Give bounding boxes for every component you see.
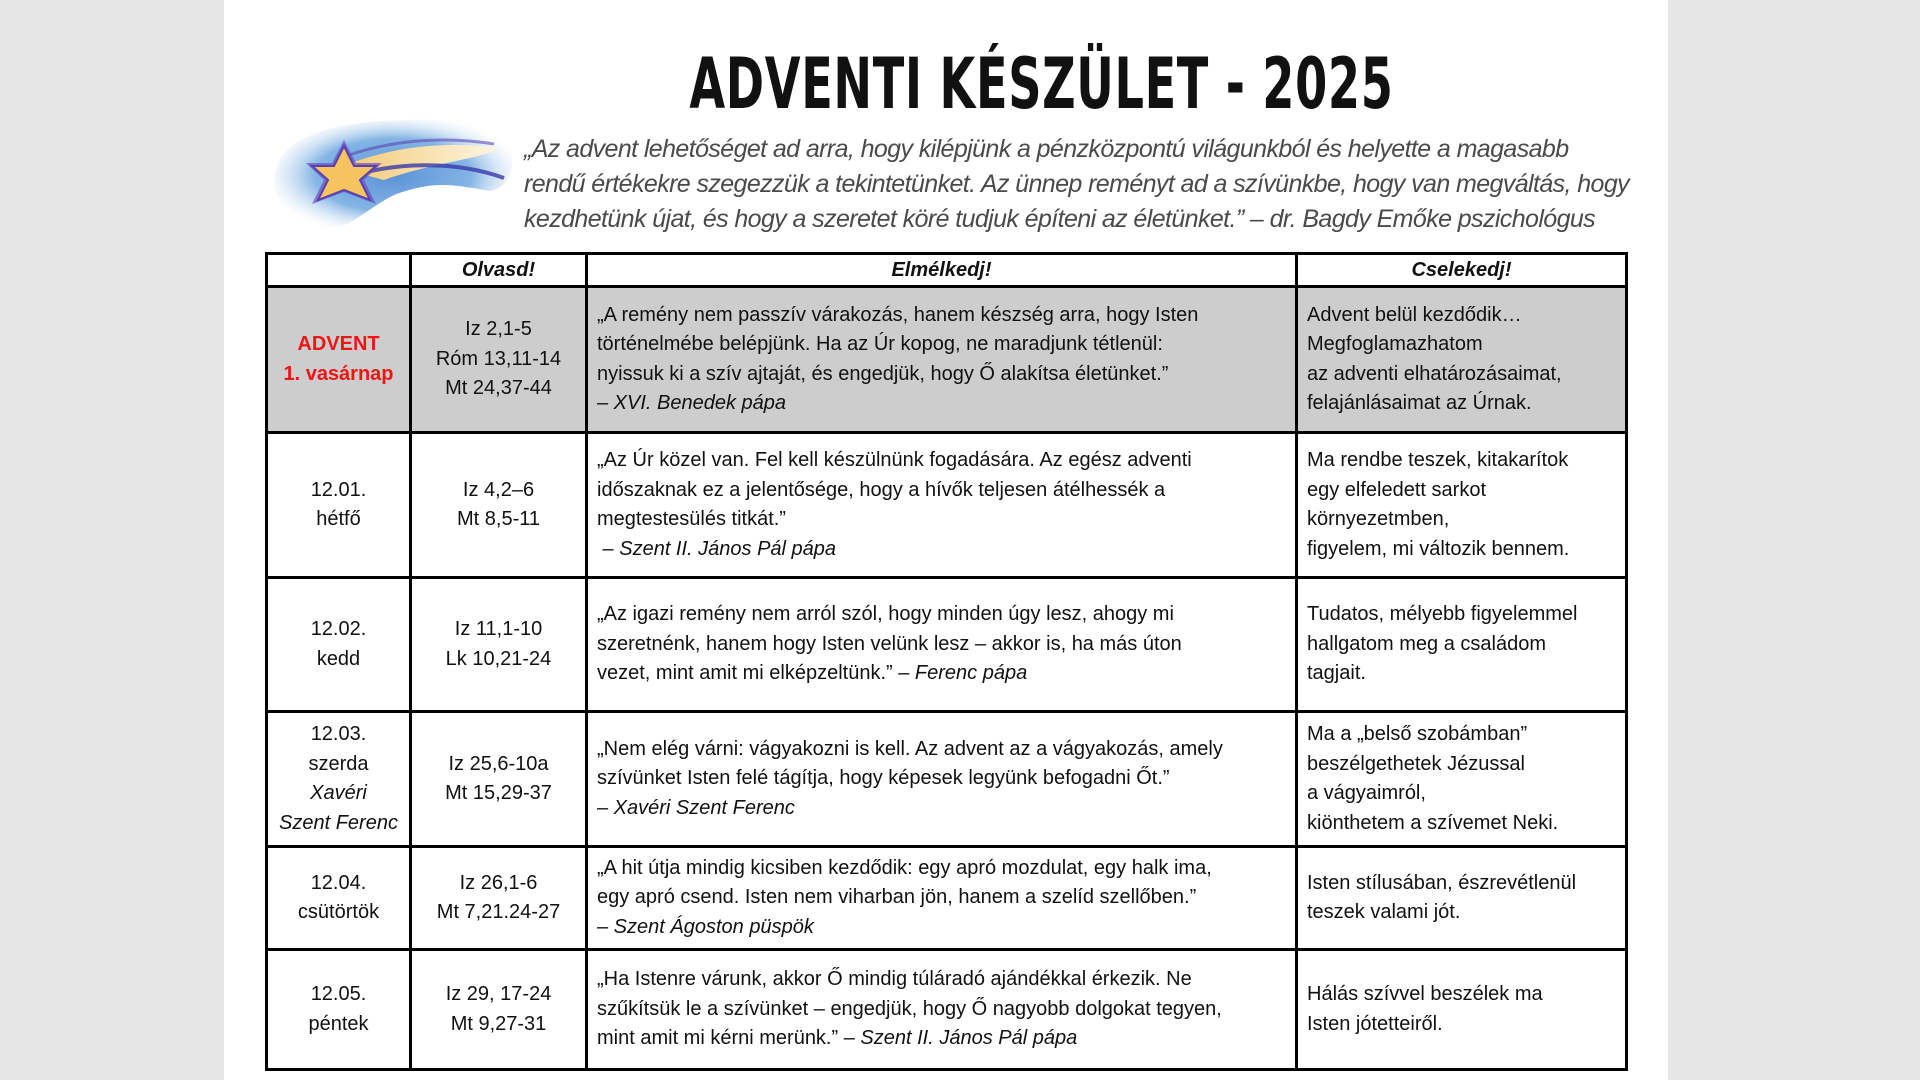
day-cell xyxy=(267,950,411,1070)
table-row xyxy=(267,433,1627,578)
action-line: kiönthetem a szívemet Neki. xyxy=(1307,811,1559,834)
reflection-line: történelmébe belépjünk. Ha az Úr kopog, ne maradjunk tétlenül: xyxy=(597,333,1163,355)
reflection-line: mint amit mi kérni merünk.” xyxy=(597,1027,844,1050)
header-day xyxy=(267,254,411,287)
reading: Iz 25,6-10a xyxy=(448,752,549,775)
reflection-line: „Az Úr közel van. Fel kell készülnünk fogadására. Az egész adventi xyxy=(597,449,1192,471)
reflection-line: „A hit útja mindig kicsiben kezdődik: egy apró mozdulat, egy halk ima, xyxy=(597,856,1212,879)
reading: Iz 4,2–6 xyxy=(462,478,535,501)
table-header-row xyxy=(267,254,1627,287)
quote-author: – Szent II. János Pál pápa xyxy=(843,1027,1078,1050)
reading: Mt 7,21.24-27 xyxy=(436,901,561,923)
reflection-line: „Ha Istenre várunk, akkor Ő mindig túláradó ajándékkal érkezik. Ne xyxy=(597,968,1192,991)
action-line: Hálás szívvel beszélek ma xyxy=(1307,983,1543,1005)
action-line: Ma a „belső szobámban” xyxy=(1307,723,1528,745)
header-reflect: Elmélkedj! xyxy=(587,254,1297,287)
day-label: 12.01. xyxy=(310,478,367,501)
reading: Iz 29, 17-24 xyxy=(445,983,552,1005)
reflection-line: időszaknak ez a jelentősége, hogy a hívők teljesen átélhessék a xyxy=(597,478,1166,501)
day-label: 12.05. xyxy=(310,983,367,1005)
quote-author: – Szent II. János Pál pápa xyxy=(597,537,837,560)
table-row xyxy=(267,950,1627,1070)
reflection-cell xyxy=(587,433,1297,578)
reflection-line: nyissuk ki a szív ajtaját, és engedjük, hogy Ő alakítsa életünket.” xyxy=(597,362,1169,385)
reflection-line: „A remény nem passzív várakozás, hanem készség arra, hogy Isten xyxy=(597,303,1199,326)
day-label: 1. vasárnap xyxy=(283,362,394,385)
action-line: teszek valami jót. xyxy=(1307,901,1461,923)
action-cell xyxy=(1297,950,1627,1070)
advent-schedule-table xyxy=(265,252,1628,1071)
reflection-cell xyxy=(587,847,1297,950)
readings-cell xyxy=(411,433,587,578)
action-line: Isten stílusában, észrevétlenül xyxy=(1307,871,1577,894)
reading: Mt 8,5-11 xyxy=(457,508,540,530)
action-line: Ma rendbe teszek, kitakarítok xyxy=(1307,449,1569,471)
feast-label: Xavéri xyxy=(310,782,367,804)
readings-cell xyxy=(411,847,587,950)
reflection-line: „Az igazi remény nem arról szól, hogy minden úgy lesz, ahogy mi xyxy=(597,603,1174,626)
day-cell xyxy=(267,287,411,433)
reflection-line: szívünket Isten felé tágítja, hogy képesek legyünk befogadni Őt.” xyxy=(597,767,1170,790)
readings-cell xyxy=(411,712,587,847)
reading: Mt 15,29-37 xyxy=(445,782,552,804)
reflection-cell xyxy=(587,950,1297,1070)
action-line: tagjait. xyxy=(1307,662,1366,685)
readings-cell xyxy=(411,287,587,433)
readings-cell xyxy=(411,950,587,1070)
day-cell xyxy=(267,712,411,847)
action-line: környezetmben, xyxy=(1307,508,1450,530)
reflection-line: szeretnénk, hanem hogy Isten velünk lesz – akkor is, ha más úton xyxy=(597,632,1182,655)
action-line: a vágyaimról, xyxy=(1307,782,1426,804)
document-page xyxy=(224,0,1668,1080)
quote-author: – Szent Ágoston püspök xyxy=(597,915,814,938)
reflection-cell xyxy=(587,712,1297,847)
day-label: ADVENT xyxy=(297,333,380,355)
action-cell xyxy=(1297,712,1627,847)
reading: Iz 2,1-5 xyxy=(465,318,532,341)
action-line: egy elfeledett sarkot xyxy=(1307,478,1486,501)
day-label: péntek xyxy=(308,1012,369,1035)
table-row xyxy=(267,578,1627,712)
action-line: Advent belül kezdődik… xyxy=(1307,303,1522,326)
reflection-line: szűkítsük le a szívünket – engedjük, hogy Ő nagyobb dolgokat tegyen, xyxy=(597,997,1222,1020)
action-cell xyxy=(1297,578,1627,712)
action-line: az adventi elhatározásaimat, xyxy=(1307,362,1562,385)
table-row xyxy=(267,712,1627,847)
reflection-line: megtestesülés titkát.” xyxy=(597,508,786,530)
action-cell xyxy=(1297,287,1627,433)
reflection-line: „Nem elég várni: vágyakozni is kell. Az advent az a vágyakozás, amely xyxy=(597,737,1223,760)
reading: Róm 13,11-14 xyxy=(435,347,562,370)
action-line: beszélgethetek Jézussal xyxy=(1307,752,1525,775)
quote-author: – Ferenc pápa xyxy=(898,662,1028,685)
reflection-line: vezet, mint amit mi elképzeltünk.” xyxy=(597,662,899,685)
action-line: hallgatom meg a családom xyxy=(1307,632,1547,655)
table-row xyxy=(267,287,1627,433)
page-title xyxy=(224,44,1668,124)
quote-author: – Xavéri Szent Ferenc xyxy=(597,796,795,819)
action-line: Tudatos, mélyebb figyelemmel xyxy=(1307,603,1578,626)
title-text: ADVENTI KÉSZÜLET - 2025 xyxy=(688,43,1394,125)
readings-cell xyxy=(411,578,587,712)
header-read: Olvasd! xyxy=(411,254,587,287)
day-label: 12.03. xyxy=(310,723,367,745)
reading: Mt 24,37-44 xyxy=(445,377,552,400)
day-label: kedd xyxy=(316,647,361,670)
intro-quote-line: kezdhetünk újat, és hogy a szeretet köré tudjuk építeni az életünket.” – dr. Bagdy Emőke pszichológus xyxy=(524,205,1596,233)
action-line: figyelem, mi változik bennem. xyxy=(1307,537,1570,560)
day-label: 12.02. xyxy=(310,618,367,640)
day-label: csütörtök xyxy=(297,901,380,923)
day-label: hétfő xyxy=(316,508,361,530)
reading: Iz 11,1-10 xyxy=(454,618,543,640)
feast-label: Szent Ferenc xyxy=(279,811,398,834)
day-cell xyxy=(267,847,411,950)
intro-quote-line: rendű értékekre szegezzük a tekintetünket. Az ünnep reményt ad a szívünkbe, hogy van megváltás, hogy xyxy=(524,170,1630,198)
table-row xyxy=(267,847,1627,950)
action-line: Megfoglamazhatom xyxy=(1307,333,1483,355)
action-cell xyxy=(1297,433,1627,578)
day-label: 12.04. xyxy=(310,871,367,894)
reflection-cell xyxy=(587,287,1297,433)
reading: Iz 26,1-6 xyxy=(459,871,538,894)
action-line: felajánlásaimat az Úrnak. xyxy=(1307,392,1532,414)
day-label: szerda xyxy=(308,752,369,775)
action-line: Isten jótetteiről. xyxy=(1307,1012,1443,1035)
day-cell xyxy=(267,433,411,578)
quote-author: – XVI. Benedek pápa xyxy=(597,392,787,414)
reflection-cell xyxy=(587,578,1297,712)
intro-quote xyxy=(524,132,1630,237)
action-cell xyxy=(1297,847,1627,950)
header-act: Cselekedj! xyxy=(1297,254,1627,287)
reflection-line: egy apró csend. Isten nem viharban jön, hanem a szelíd szellőben.” xyxy=(597,886,1197,909)
reading: Lk 10,21-24 xyxy=(445,647,552,670)
day-cell xyxy=(267,578,411,712)
intro-quote-line: „Az advent lehetőséget ad arra, hogy kilépjünk a pénzközpontú világunkból és helyette a magasabb xyxy=(524,135,1569,163)
reading: Mt 9,27-31 xyxy=(450,1012,547,1035)
